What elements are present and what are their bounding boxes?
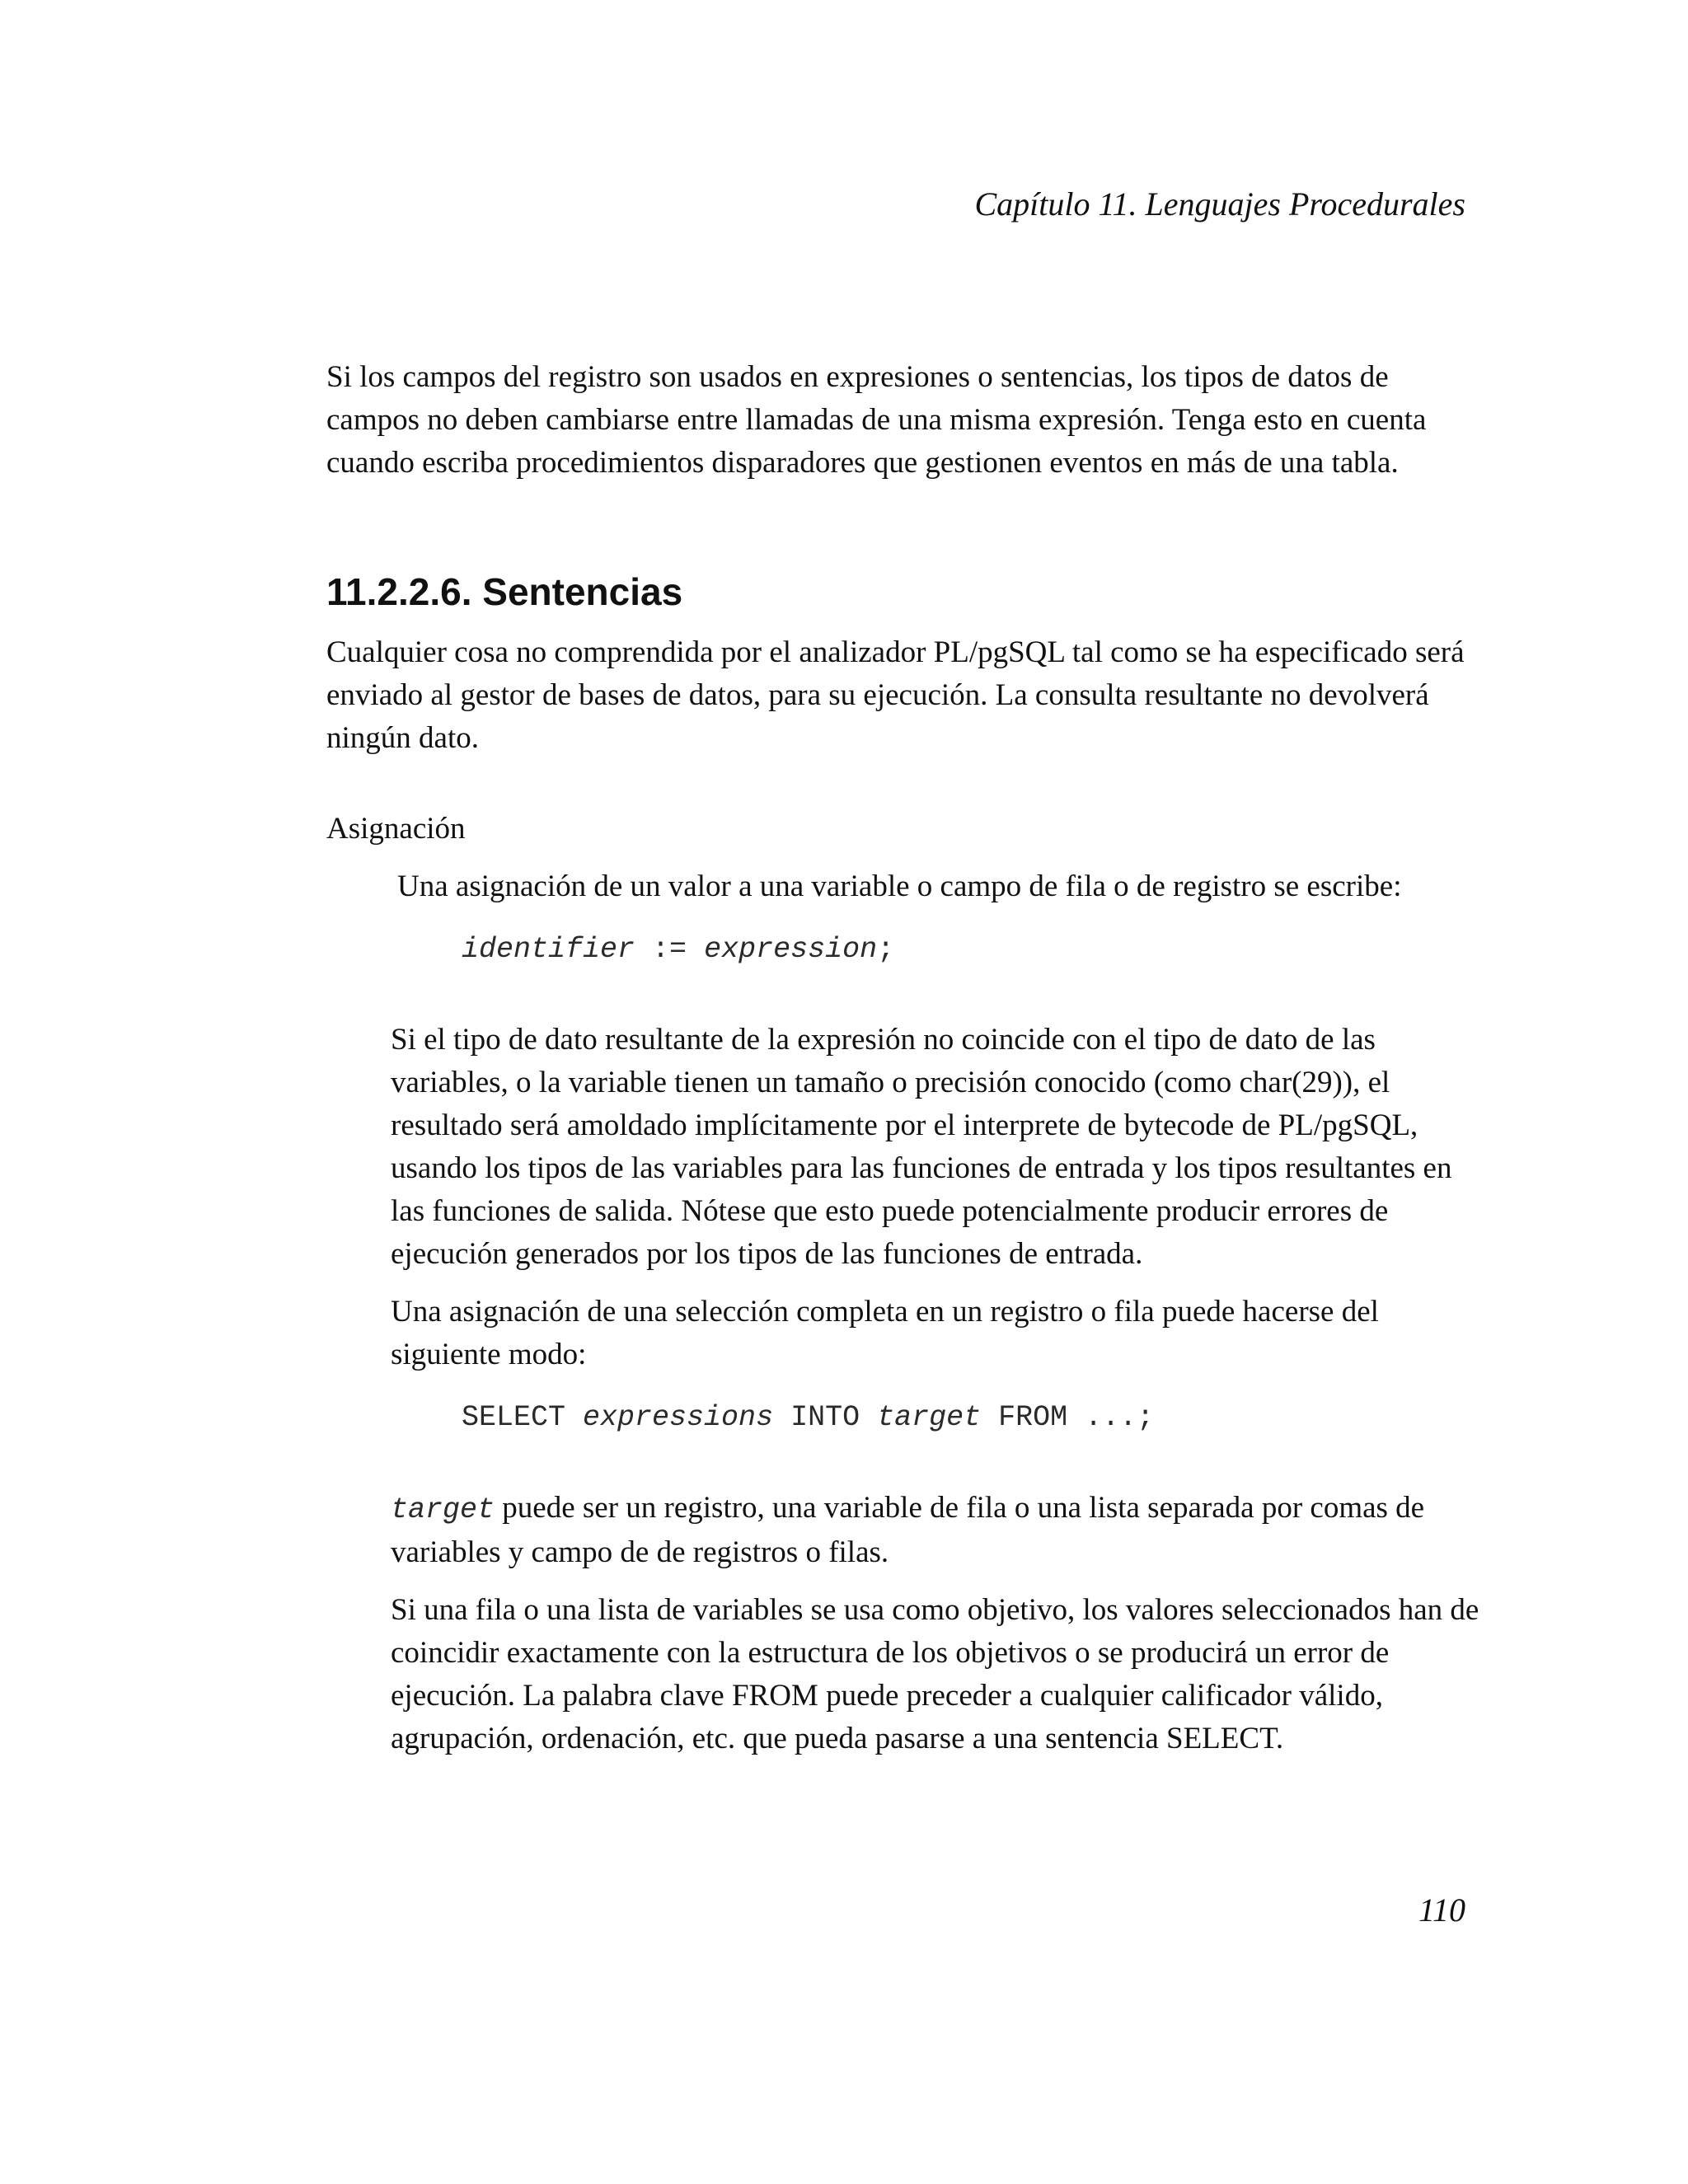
page-content [326,356,1480,1760]
code-terminator: ; [877,933,895,966]
code-operator: := [635,933,705,966]
section-heading: 11.2.2.6. Sentencias [326,570,683,613]
assignment-lead: Una asignación de un valor a una variable o campo de fila o de registro se escribe: [397,869,1402,903]
code-block-assignment [462,928,1480,971]
section-body: Cualquier cosa no comprendida por el analizador PL/pgSQL tal como se ha especificado será enviado al gestor de bases de datos, para su ejecución. La consulta resultante no devolverá ningún dato. [326,635,1465,755]
assignment-paragraph-types: Si el tipo de dato resultante de la expresión no coincide con el tipo de dato de las variables, o la variable tienen un tamaño o precisión conocido (como char(29)), el resultado será amoldado implícitamente por el interprete de bytecode de PL/pgSQL, usando los tipos de las variables para las funciones de entrada y los tipos resultantes en las funciones de salida. Nótese que esto puede potencialmente producir errores de ejecución generados por los tipos de las funciones de entrada. [391,1023,1452,1271]
page-number: 110 [1418,1891,1465,1929]
code-from-keyword: FROM ...; [981,1401,1155,1434]
code-block-select [462,1396,1480,1439]
code-expression: expression [704,933,878,966]
code-select-keyword: SELECT [462,1401,584,1434]
assignment-paragraph-target [391,1487,1480,1574]
assignment-paragraph-select: Una asignación de una selección completa en un registro o fila puede hacerse del siguiente modo: [391,1295,1379,1371]
target-description: puede ser un registro, una variable de fila o una lista separada por comas de variables y campo de de registros o filas. [391,1491,1425,1569]
definition-body [391,865,1480,1760]
code-expressions: expressions [583,1401,774,1434]
inline-code-target: target [391,1493,495,1526]
intro-paragraph: Si los campos del registro son usados en expresiones o sentencias, los tipos de datos de campos no deben cambiarse entre llamadas de una misma expresión. Tenga esto en cuenta cuando escriba procedimientos disparadores que gestionen eventos en más de una tabla. [326,360,1427,480]
code-identifier: identifier [462,933,635,966]
code-into-keyword: INTO [773,1401,878,1434]
code-target: target [877,1401,982,1434]
definition-term-asignacion: Asignación [326,812,466,846]
running-header: Capítulo 11. Lenguajes Procedurales [974,185,1465,223]
assignment-paragraph-objective: Si una fila o una lista de variables se usa como objetivo, los valores seleccionados han de coincidir exactamente con la estructura de los objetivos o se producirá un error de ejecución. La palabra clave FROM puede preceder a cualquier calificador válido, agrupación, ordenación, etc. que pueda pasarse a una sentencia SELECT. [391,1593,1479,1755]
